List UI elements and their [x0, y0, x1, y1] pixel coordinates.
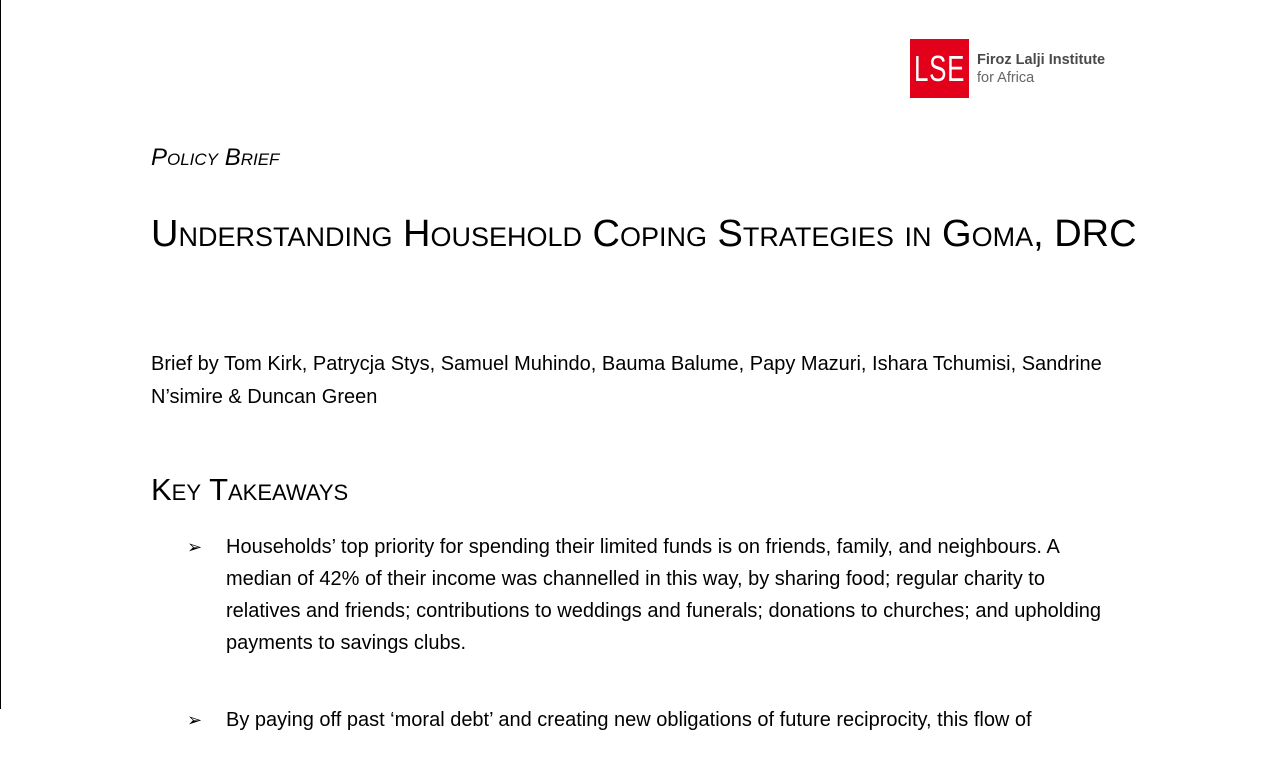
- key-takeaways-list: [187, 531, 1127, 781]
- key-takeaways-heading: Key Takeaways: [151, 472, 349, 507]
- list-item: [187, 531, 1127, 659]
- authors-line: Brief by Tom Kirk, Patrycja Stys, Samuel Muhindo, Bauma Balume, Papy Mazuri, Ishara Tchumisi, Sandrine N’simire & Duncan Green: [151, 353, 1102, 408]
- list-item-text: Households’ top priority for spending their limited funds is on friends, family, and neighbours. A median of 42% of their income was channelled in this way, by sharing food; regular charity to relatives and friends; contributions to weddings and funerals; donations to churches; and upholding payments to savings clubs.: [226, 536, 1102, 654]
- arrowhead-bullet-icon: ➢: [187, 537, 203, 557]
- lse-logo-letters: LSE: [913, 47, 966, 89]
- institute-name: [977, 51, 1105, 87]
- list-item: [187, 704, 1127, 736]
- lse-logo-mark: [910, 39, 969, 98]
- arrowhead-bullet-icon: ➢: [187, 710, 203, 730]
- list-item-text: By paying off past ‘moral debt’ and creating new obligations of future reciprocity, this flow of: [226, 709, 1032, 731]
- institute-name-line1: Firoz Lalji Institute: [977, 51, 1106, 68]
- document-title: Understanding Household Coping Strategies in Goma, DRC: [151, 213, 1137, 255]
- institute-name-line2: for Africa: [977, 69, 1035, 86]
- lse-logo: [910, 39, 1105, 98]
- document-type-label: Policy Brief: [151, 144, 280, 171]
